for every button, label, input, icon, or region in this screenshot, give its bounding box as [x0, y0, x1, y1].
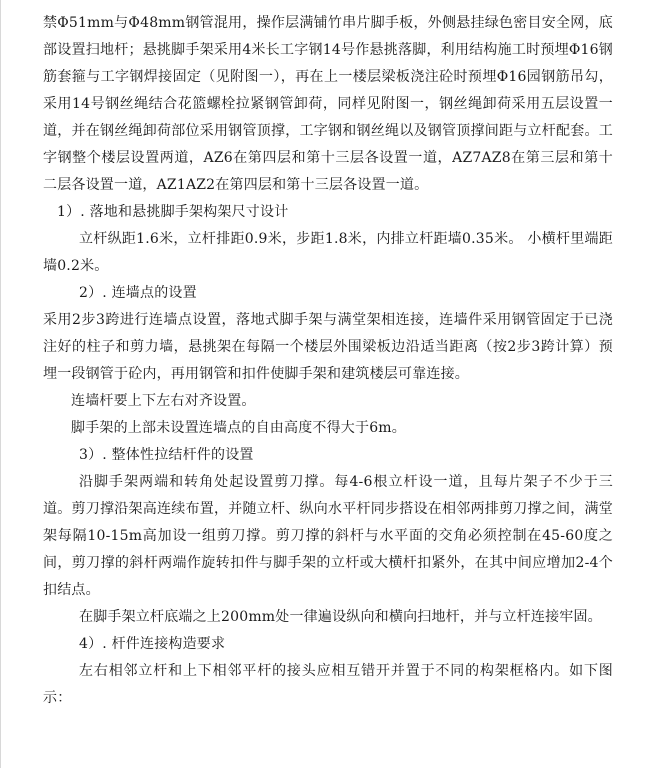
heading-member-connection: 4）. 杆件连接构造要求 [79, 636, 226, 652]
paragraph-free-height: 脚手架的上部未设置连墙点的自由高度不得大于6m。 [71, 420, 406, 436]
heading-scaffold-dimensions: 1）. 落地和悬挑脚手架构架尺寸设计 [57, 204, 289, 220]
paragraph-wall-tie-setup: 采用2步3跨进行连墙点设置，落地式脚手架与满堂架相连接，连墙件采用钢管固定于已浇注好的柱子和剪力墙，悬挑架在每隔一个楼层外围梁板边沿适当距离（按2步3跨计算）预埋一段钢管于砼内，再用钢管和扣件使脚手架和建筑楼层可靠连接。 [43, 312, 613, 382]
paragraph-tie-alignment: 连墙杆要上下左右对齐设置。 [71, 393, 256, 409]
heading-bracing: 3）. 整体性拉结杆件的设置 [79, 447, 254, 463]
paragraph-scaffold-materials: 禁Φ51mm与Φ48mm钢管混用，操作层满铺竹串片脚手板，外侧悬挂绿色密目安全网，底部设置扫地杆；悬挑脚手架采用4米长工字钢14号作悬挑落脚，利用结构施工时预埋Φ16钢筋套箍与工字钢焊接固定（见附图一），再在上一楼层梁板浇注砼时预埋Φ16园钢筋吊勾，采用14号钢丝绳结合花篮螺栓拉紧钢管卸荷，同样见附图一，钢丝绳卸荷采用五层设置一道，并在钢丝绳卸荷部位采用钢管顶撑，工字钢和钢丝绳以及钢管顶撑间距与立杆配套。工字钢整个楼层设置两道，AZ6在第四层和第十三层各设置一道，AZ7AZ8在第三层和第十二层各设置一道，AZ1AZ2在第四层和第十三层各设置一道。 [43, 15, 613, 193]
heading-wall-ties: 2）. 连墙点的设置 [79, 285, 197, 301]
paragraph-sweep-poles: 在脚手架立杆底端之上200mm处一律遍设纵向和横向扫地杆，并与立杆连接牢固。 [79, 609, 602, 625]
paragraph-pole-spacing: 立杆纵距1.6米，立杆排距0.9米，步距1.8米，内排立杆距墙0.35米。 小横杆里端距墙0.2米。 [43, 231, 613, 274]
document-body [43, 10, 613, 712]
paragraph-joint-staggering: 左右相邻立杆和上下相邻平杆的接头应相互错开并置于不同的构架框格内。如下图示： [43, 663, 613, 706]
paragraph-scissor-bracing: 沿脚手架两端和转角处起设置剪刀撑。每4-6根立杆设一道，且每片架子不少于三道。剪刀撑沿架高连续布置，并随立杆、纵向水平杆同步搭设在相邻两排剪刀撑之间，满堂架每隔10-15m高加设一组剪刀撑。剪刀撑的斜杆与水平面的交角必须控制在45-60度之间，剪刀撑的斜杆两端作旋转扣件与脚手架的立杆或大横杆扣紧外，在其中间应增加2-4个扣结点。 [43, 474, 613, 598]
